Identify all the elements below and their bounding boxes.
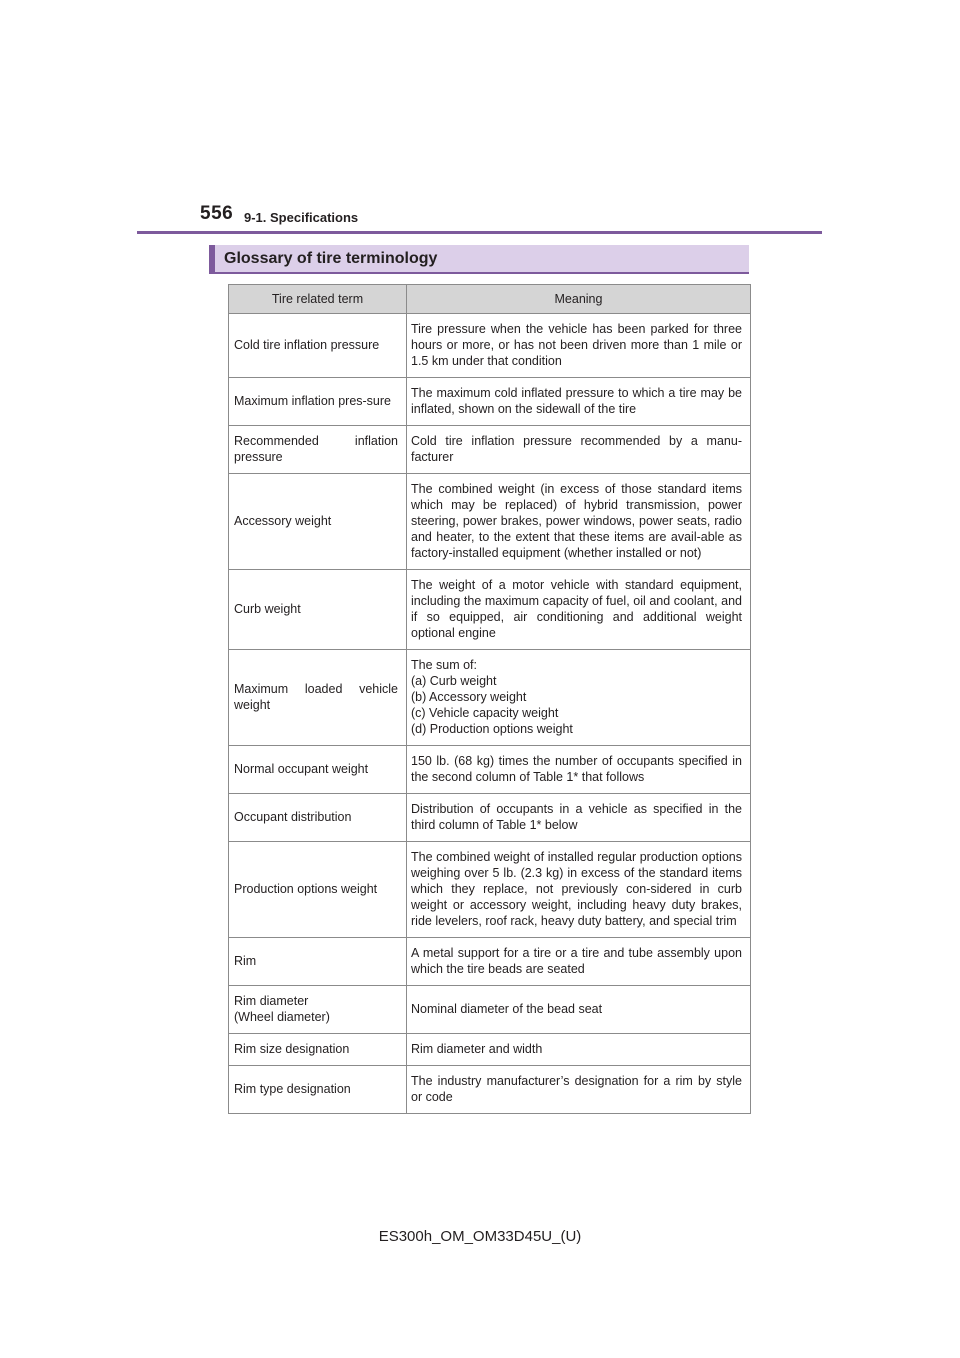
glossary-table (228, 284, 751, 1114)
term-cell: Accessory weight (229, 474, 407, 570)
term-cell: Normal occupant weight (229, 746, 407, 794)
column-header-meaning: Meaning (407, 285, 751, 314)
table-row (229, 1066, 751, 1114)
meaning-cell: Tire pressure when the vehicle has been parked for three hours or more, or has not been driven more than 1 mile or 1.5 km under that condition (407, 314, 751, 378)
meaning-cell: Rim diameter and width (407, 1034, 751, 1066)
header-rule (137, 231, 822, 234)
meaning-cell: The weight of a motor vehicle with standard equipment, including the maximum capacity of fuel, oil and coolant, and if so equipped, air conditioning and additional weight optional engine (407, 570, 751, 650)
column-header-term: Tire related term (229, 285, 407, 314)
meaning-cell: The combined weight (in excess of those standard items which may be replaced) of hybrid transmission, power steering, power brakes, power windows, power seats, radio and heater, to the extent that these items are avail-able as factory-installed equipment (whether installed or not) (407, 474, 751, 570)
term-cell: Rim size designation (229, 1034, 407, 1066)
meaning-cell: Cold tire inflation pressure recommended by a manu-facturer (407, 426, 751, 474)
meaning-cell: Distribution of occupants in a vehicle as specified in the third column of Table 1* below (407, 794, 751, 842)
table-row (229, 746, 751, 794)
meaning-cell: The maximum cold inflated pressure to which a tire may be inflated, shown on the sidewall of the tire (407, 378, 751, 426)
term-cell: Rim (229, 938, 407, 986)
section-label: 9-1. Specifications (244, 210, 359, 225)
term-cell: Recommended inflation pressure (229, 426, 407, 474)
footer-document-code: ES300h_OM_OM33D45U_(U) (378, 1228, 582, 1245)
term-cell: Maximum loaded vehicle weight (229, 650, 407, 746)
table-row (229, 570, 751, 650)
meaning-cell: The industry manufacturer’s designation for a rim by style or code (407, 1066, 751, 1114)
table-row (229, 842, 751, 938)
meaning-cell: Nominal diameter of the bead seat (407, 986, 751, 1034)
table-row (229, 938, 751, 986)
term-cell: Cold tire inflation pressure (229, 314, 407, 378)
meaning-cell: The combined weight of installed regular production options weighing over 5 lb. (2.3 kg) in excess of the standard items which they replace, not previously con-sidered in curb weight or accessory weight, including heavy duty brakes, ride levelers, roof rack, heavy duty battery, and special trim (407, 842, 751, 938)
table-row (229, 314, 751, 378)
meaning-cell: A metal support for a tire or a tire and tube assembly upon which the tire beads are seated (407, 938, 751, 986)
table-row (229, 426, 751, 474)
section-heading (209, 245, 749, 274)
table-row (229, 474, 751, 570)
table-row (229, 986, 751, 1034)
table-header-row (229, 285, 751, 314)
table-row (229, 1034, 751, 1066)
page-number: 556 (200, 203, 234, 224)
term-cell: Rim diameter (Wheel diameter) (229, 986, 407, 1034)
meaning-cell: The sum of: (a) Curb weight (b) Accessory weight (c) Vehicle capacity weight (d) Production options weight (407, 650, 751, 746)
term-cell: Rim type designation (229, 1066, 407, 1114)
table-row (229, 650, 751, 746)
table-row (229, 378, 751, 426)
term-cell: Production options weight (229, 842, 407, 938)
section-heading-text: Glossary of tire terminology (224, 250, 438, 267)
meaning-cell: 150 lb. (68 kg) times the number of occupants specified in the second column of Table 1* that follows (407, 746, 751, 794)
table-row (229, 794, 751, 842)
term-cell: Maximum inflation pres-sure (229, 378, 407, 426)
term-cell: Curb weight (229, 570, 407, 650)
term-cell: Occupant distribution (229, 794, 407, 842)
